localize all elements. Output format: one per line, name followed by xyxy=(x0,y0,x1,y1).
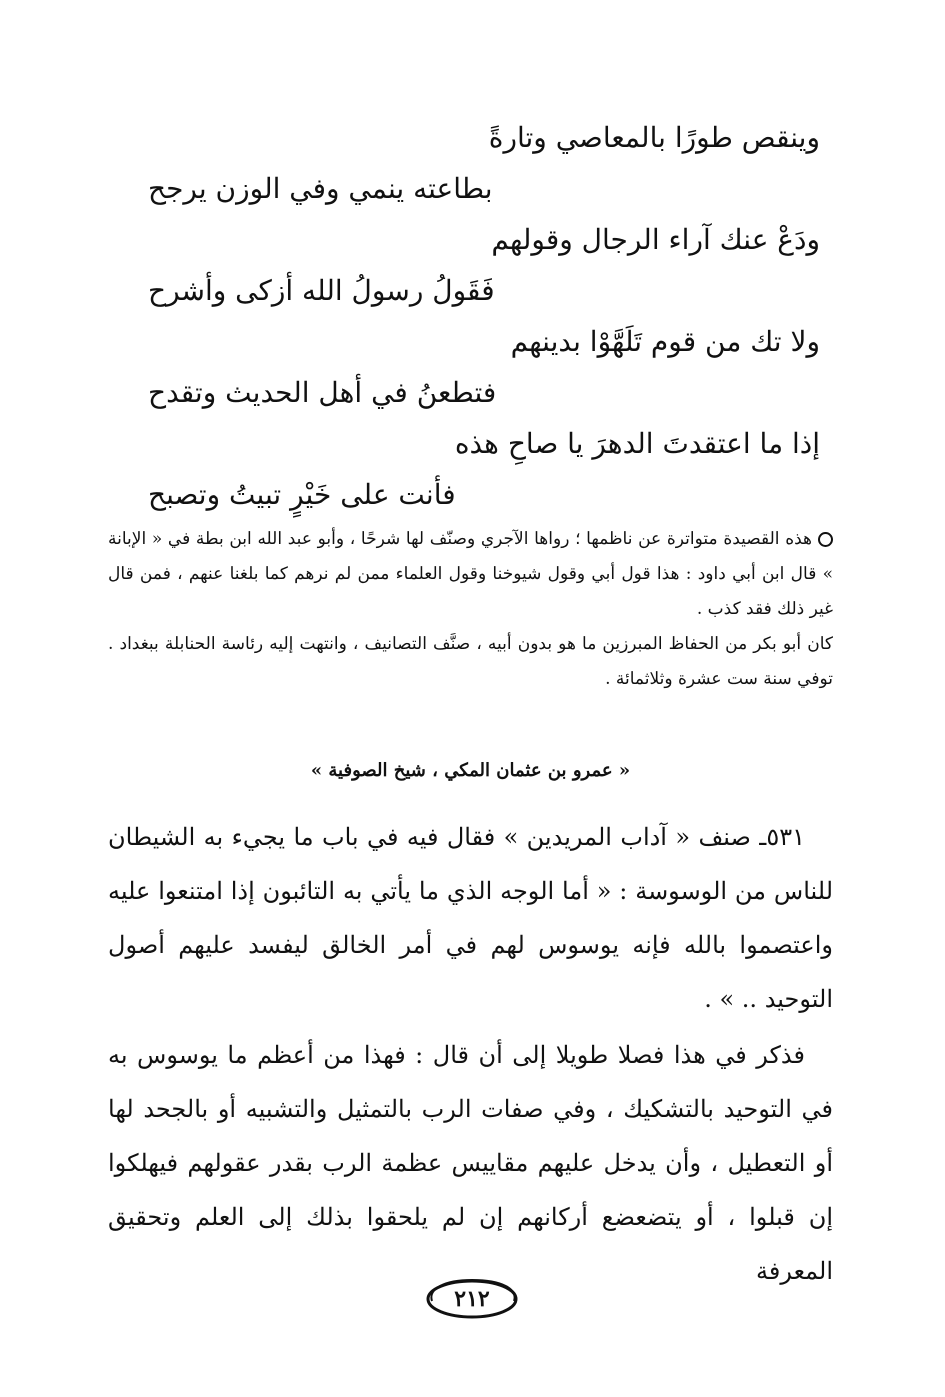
poem-verse: وينقص طورًا بالمعاصي وتارةً xyxy=(488,121,820,154)
poem-verse: بطاعته ينمي وفي الوزن يرجح xyxy=(148,172,493,205)
footnote-paragraph: كان أبو بكر من الحفاظ المبرزين ما هو بدون أبيه ، صنَّف التصانيف ، وانتهت إليه رئاسة الحنابلة ببغداد . توفي سنة ست عشرة وثلاثمائة . xyxy=(108,634,833,689)
poem-verse: إذا ما اعتقدتَ الدهرَ يا صاحِ هذه xyxy=(454,427,820,460)
footnotes xyxy=(108,522,833,697)
section-heading: « عمرو بن عثمان المكي ، شيخ الصوفية » xyxy=(310,760,631,781)
poem-verse: فَقَولُ رسولُ الله أزكى وأشرح xyxy=(148,274,495,307)
poem-verse: فأنت على خَيْرٍ تبيتُ وتصبح xyxy=(148,478,456,511)
body-paragraph: ٥٣١ـ صنف « آداب المريدين » فقال فيه في باب ما يجيء به الشيطان للناس من الوسوسة : « أما الوجه الذي ما يأتي به التائبون إذا امتنعوا عليه واعتصموا بالله فإنه يوسوس لهم في أمر الخالق ليفسد عليهم أصول التوحيد .. » . xyxy=(108,823,833,1013)
page-number-badge xyxy=(424,1277,520,1321)
poem-verse: ولا تك من قوم تَلَهَّوْا بدينهم xyxy=(510,325,820,358)
poem-verse: فتطعنُ في أهل الحديث وتقدح xyxy=(148,376,497,409)
circle-marker-icon xyxy=(818,532,833,547)
footnote-paragraph: هذه القصيدة متواترة عن ناظمها ؛ رواها الآجري وصنّف لها شرحًا ، وأبو عبد الله ابن بطة في « الإبانة » قال ابن أبي داود : هذا قول أبي وقول شيوخنا وقول العلماء ممن لم نرهم كما بلغنا عنهم ، فمن قال غير ذلك فقد كذب . xyxy=(108,529,833,619)
poem xyxy=(120,112,820,520)
page-number: ٢١٢ xyxy=(454,1286,490,1312)
body-paragraph: فذكر في هذا فصلا طويلا إلى أن قال : فهذا من أعظم ما يوسوس به في التوحيد بالتشكيك ، وفي صفات الرب بالتمثيل والتشبيه أو بالجحد لها أو التعطيل ، وأن يدخل عليهم مقاييس عظمة الرب بقدر عقولهم فيهلكوا إن قبلوا ، أو يتضعضع أركانهم إن لم يلحقوا بذلك إلى العلم وتحقيق المعرفة xyxy=(108,1041,833,1285)
body-text xyxy=(108,810,833,1298)
poem-verse: ودَعْ عنك آراء الرجال وقولهم xyxy=(491,223,820,256)
